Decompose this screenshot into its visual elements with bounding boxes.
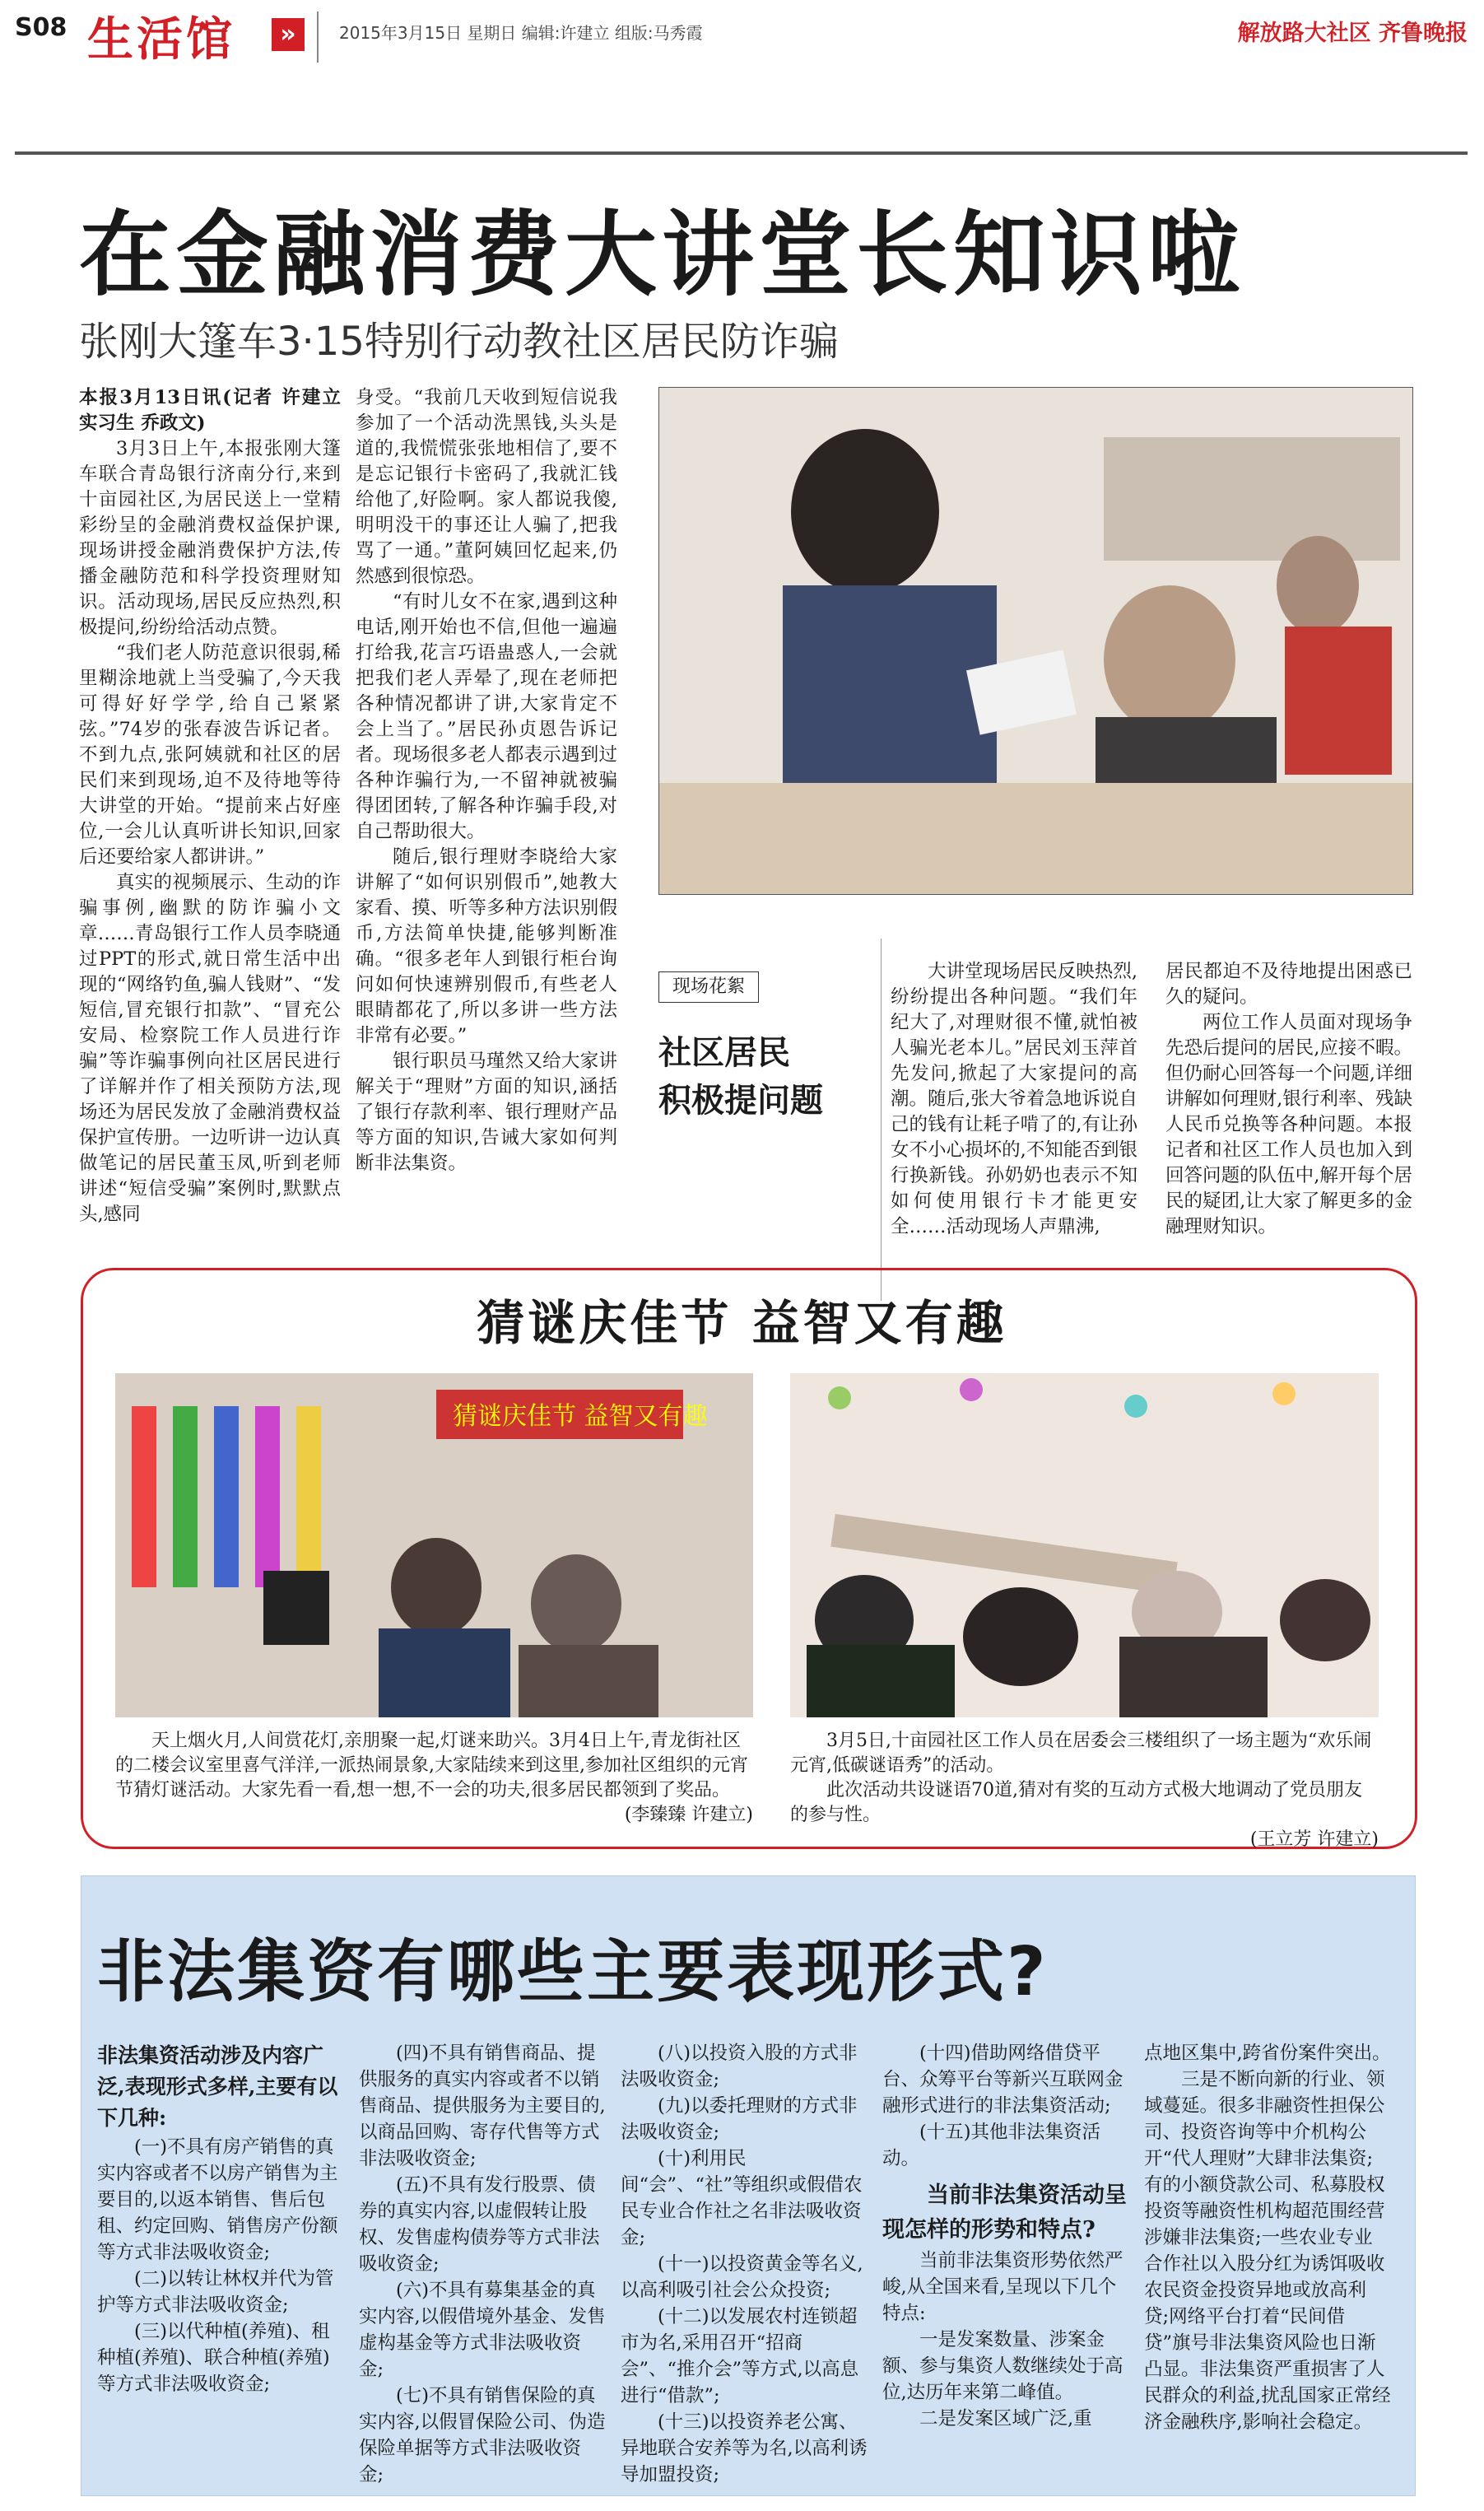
header-divider bbox=[317, 12, 319, 63]
paragraph: 随后,银行理财李晓给大家讲解了“如何识别假币”,她教大家看、摸、听等多种方法识别假币,方法简单快捷,能够判断准确。“很多老年人到银行柜台询问如何快速辨别假币,有些老人眼睛都花了,所以多讲一些方法非常有必要。” bbox=[356, 846, 617, 1046]
list-item: (二)以转让林权并代为管护等方式非法吸收资金; bbox=[97, 2268, 334, 2316]
box-title: 非法集资有哪些主要表现形式? bbox=[97, 1933, 1049, 2011]
list-item: (六)不具有募集基金的真实内容,以假借境外基金、发售虚构基金等方式非法吸收资金; bbox=[359, 2280, 606, 2380]
list-item: (十四)借助网络借贷平台、众筹平台等新兴互联网金融形式进行的非法集资活动; bbox=[882, 2043, 1123, 2117]
brand-name: 解放路大社区 齐鲁晚报 bbox=[1237, 21, 1468, 46]
article-column-1 bbox=[79, 385, 341, 1228]
paragraph: 大讲堂现场居民反映热烈,纷纷提出各种问题。“我们年纪大了,对理财很不懂,就怕被人骗光老本儿。”居民刘玉萍首先发问,掀起了大家提问的高潮。随后,张大爷着急地诉说自己的钱有让耗子啃了的,有让孙女不小心损坏的,不知能否到银行换新钱。孙奶奶也表示不知如何使用银行卡才能更安全……活动现场人声鼎沸, bbox=[891, 961, 1137, 1237]
box-subheading: 当前非法集资活动呈现怎样的形势和特点? bbox=[882, 2183, 1127, 2243]
riddle-photo-right bbox=[790, 1373, 1379, 1717]
box-column-3 bbox=[621, 2040, 868, 2488]
list-item: (八)以投资入股的方式非法吸收资金; bbox=[621, 2043, 858, 2090]
paragraph: 银行职员马瑾然又给大家讲解关于“理财”方面的知识,涵括了银行存款利率、银行理财产品等方面的知识,告诫大家如何判断非法集资。 bbox=[356, 1051, 617, 1174]
sidebar-title-line-2: 积极提问题 bbox=[658, 1082, 823, 1120]
list-item: (十五)其他非法集资活动。 bbox=[882, 2122, 1101, 2169]
paragraph: 3月3日上午,本报张刚大篷车联合青岛银行济南分行,来到十亩园社区,为居民送上一堂精彩纷呈的金融消费权益保护课,现场讲授金融消费保护方法,传播金融防范和科学投资理财知识。活动现场,居民反应热烈,积极提问,纷纷给活动点赞。 bbox=[79, 438, 341, 638]
sidebar-column-a bbox=[891, 959, 1137, 1240]
list-item: (十一)以投资黄金等名义,以高利吸引社会公众投资; bbox=[621, 2253, 863, 2301]
caption-text: 天上烟火月,人间赏花灯,亲朋聚一起,灯谜来助兴。3月4日上午,青龙街社区的二楼会议室里喜气洋洋,一派热闹景象,大家陆续来到这里,参加社区组织的元宵节猜灯谜活动。大家先看一看,想一想,不一会的功夫,很多居民都领到了奖品。 bbox=[115, 1731, 748, 1801]
list-item: (七)不具有销售保险的真实内容,以假冒保险公司、伪造保险单据等方式非法吸收资金; bbox=[359, 2385, 606, 2485]
paragraph: 点地区集中,跨省份案件突出。 bbox=[1144, 2043, 1391, 2064]
paragraph: 两位工作人员面对现场争先恐后提问的居民,应接不暇。但仍耐心回答每一个问题,详细讲解如何理财,银行利率、残缺人民币兑换等各种问题。本报记者和社区工作人员也加入到回答问题的队伍中,解开每个居民的疑团,让大家了解更多的金融理财知识。 bbox=[1165, 1012, 1412, 1237]
sidebar-title bbox=[658, 1029, 905, 1125]
photo-scene-illustration bbox=[659, 388, 1412, 894]
main-photo bbox=[658, 387, 1413, 895]
photo-credit: (王立芳 许建立) bbox=[1249, 1829, 1379, 1850]
paragraph: 三是不断向新的行业、领域蔓延。很多非融资性担保公司、投资咨询等中介机构公开“代人理财”大肆非法集资;有的小额贷款公司、私募股权投资等融资性机构超范围经营涉嫌非法集资;一些农业专业合作社以入股分红为诱饵吸收农民资金投资异地或放高利贷;网络平台打着“民间借贷”旗号非法集资风险也日渐凸显。非法集资严重损害了人民群众的利益,扰乱国家正常经济金融秩序,影响社会稳定。 bbox=[1144, 2069, 1391, 2433]
photo-credit: (李臻臻 许建立) bbox=[624, 1805, 753, 1825]
paragraph: 二是发案区域广泛,重 bbox=[919, 2408, 1092, 2429]
section-arrow-icon: » bbox=[272, 18, 305, 51]
paragraph: 居民都迫不及待地提出困惑已久的疑问。 bbox=[1165, 961, 1412, 1008]
box-intro: 非法集资活动涉及内容广泛,表现形式多样,主要有以下几种: bbox=[97, 2043, 338, 2130]
list-item: (十二)以发展农村连锁超市为名,采用召开“招商会”、“推介会”等方式,以高息进行“借款”; bbox=[621, 2306, 859, 2406]
caption-right bbox=[790, 1729, 1379, 1852]
caption-text: 此次活动共设谜语70道,猜对有奖的互动方式极大地调动了党员朋友的参与性。 bbox=[790, 1780, 1362, 1825]
paragraph: “有时儿女不在家,遇到这种电话,刚开始也不信,但他一遍遍打给我,花言巧语蛊惑人,一会就把我们老人弄晕了,现在老师把各种情况都讲了讲,大家肯定不会上当了。”居民孙贞恩告诉记者。现场很多老人都表示遇到过各种诈骗行为,一不留神就被骗得团团转,了解各种诈骗手段,对自己帮助很大。 bbox=[356, 591, 617, 842]
list-item: (四)不具有销售商品、提供服务的真实内容或者不以销售商品、提供服务为主要目的,以商品回购、寄存代售等方式非法吸收资金; bbox=[359, 2043, 606, 2169]
subheadline: 张刚大篷车3·15特别行动教社区居民防诈骗 bbox=[79, 319, 839, 365]
list-item: (一)不具有房产销售的真实内容或者不以房产销售为主要目的,以返本销售、售后包租、约定回购、销售房产份额等方式非法吸收资金; bbox=[97, 2136, 338, 2263]
paragraph: “我们老人防范意识很弱,稀里糊涂地就上当受骗了,今天我可得好好学学,给自己紧紧弦。”74岁的张春波告诉记者。不到九点,张阿姨就和社区的居民们来到现场,迫不及待地等待大讲堂的开始。“提前来占好座位,一会儿认真听讲长知识,回家后还要给家人都讲讲。” bbox=[79, 642, 341, 868]
headline: 在金融消费大讲堂长知识啦 bbox=[79, 202, 1244, 309]
paragraph: 真实的视频展示、生动的诈骗事例,幽默的防诈骗小文章……青岛银行工作人员李晓通过PPT的形式,就日常生活中出现的“网络钓鱼,骗人钱财”、“发短信,冒充银行扣款”、“冒充公安局、检察院工作人员进行诈骗”等诈骗事例向社区居民进行了详解并作了相关预防方法,现场还为居民发放了金融消费权益保护宣传册。一边听讲一边认真做笔记的居民董玉凤,听到老师讲述“短信受骗”案例时,默默点头,感同 bbox=[79, 872, 341, 1225]
list-item: (九)以委托理财的方式非法吸收资金; bbox=[621, 2095, 858, 2143]
box-column-1 bbox=[97, 2040, 344, 2397]
sidebar-divider bbox=[881, 939, 882, 1301]
byline: 本报3月13日讯(记者 许建立 实习生 乔政文) bbox=[79, 387, 341, 434]
sidebar-column-b bbox=[1165, 959, 1412, 1240]
box-column-2 bbox=[359, 2040, 606, 2488]
photo-banner-text: 猜谜庆佳节 益智又有趣 bbox=[453, 1402, 708, 1431]
list-item: (十三)以投资养老公寓、异地联合安养等为名,以高利诱导加盟投资; bbox=[621, 2411, 868, 2485]
caption-text: 3月5日,十亩园社区工作人员在居委会三楼组织了一场主题为“欢乐闹元宵,低碳谜语秀”的活动。 bbox=[790, 1731, 1372, 1776]
list-item: (十)利用民间“会”、“社”等组织或假借农民专业合作社之名非法吸收资金; bbox=[621, 2148, 863, 2248]
caption-left bbox=[115, 1729, 753, 1828]
box-column-4 bbox=[882, 2040, 1129, 2432]
page-number: S08 bbox=[15, 13, 67, 42]
article-column-2 bbox=[356, 385, 617, 1176]
box-column-5 bbox=[1144, 2040, 1391, 2435]
issue-meta: 2015年3月15日 星期日 编辑:许建立 组版:马秀霞 bbox=[339, 23, 703, 43]
riddle-photo-left bbox=[115, 1373, 753, 1717]
paragraph: 身受。“我前几天收到短信说我参加了一个活动洗黑钱,头头是道的,我慌慌张张地相信了,要不是忘记银行卡密码了,我就汇钱给他了,好险啊。家人都说我傻,明明没干的事还让人骗了,把我骂了一通。”董阿姨回忆起来,仍然感到很惊恐。 bbox=[356, 387, 617, 587]
section-title: 生活馆 bbox=[87, 12, 235, 67]
riddle-title: 猜谜庆佳节 益智又有趣 bbox=[477, 1295, 1007, 1351]
sidebar-tag: 现场花絮 bbox=[658, 971, 759, 1003]
paragraph: 一是发案数量、涉案金额、参与集资人数继续处于高位,达历年来第二峰值。 bbox=[882, 2329, 1123, 2403]
meeting-room-scene bbox=[790, 1373, 1379, 1717]
lantern-riddle-scene bbox=[115, 1373, 753, 1717]
list-item: (五)不具有发行股票、债券的真实内容,以虚假转让股权、发售虚构债券等方式非法吸收资金; bbox=[359, 2174, 600, 2275]
paragraph: 当前非法集资形势依然严峻,从全国来看,呈现以下几个特点: bbox=[882, 2250, 1123, 2324]
sidebar-title-line-1: 社区居民 bbox=[658, 1034, 790, 1072]
list-item: (三)以代种植(养殖)、租种植(养殖)、联合种植(养殖)等方式非法吸收资金; bbox=[97, 2321, 330, 2395]
header-rule bbox=[15, 151, 1468, 155]
